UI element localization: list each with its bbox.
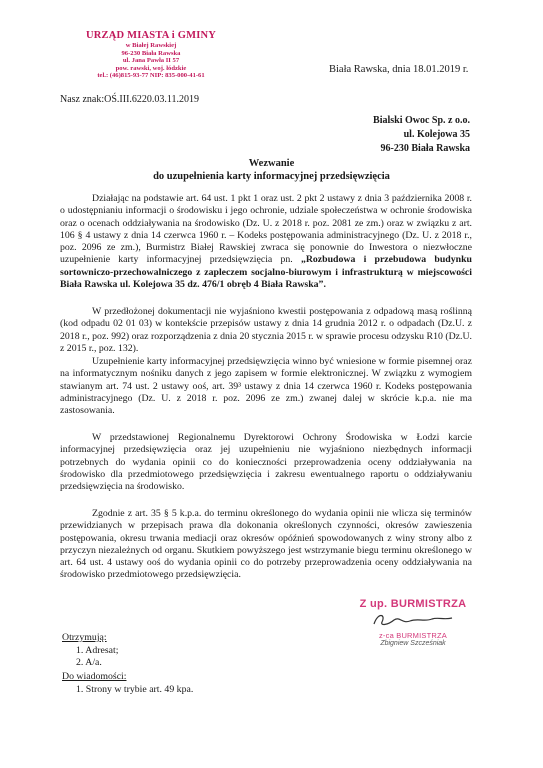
- office-stamp: [66, 30, 236, 80]
- recipients-list: [62, 632, 118, 670]
- recipient-address: [373, 114, 470, 156]
- cc-list: [62, 671, 193, 696]
- paragraph-3: [60, 356, 472, 417]
- recipients-label: Otrzymują:: [62, 632, 107, 643]
- cc-label: Do wiadomości:: [62, 671, 127, 682]
- paragraph-5-text: Zgodnie z art. 35 § 5 k.p.a. do terminu określonego do wydania opinii nie wlicza się terminów przewidzianych w przepisach prawa dla dokonania określonych czynności, okresów zawieszenia postępowania, okresu trwania mediacji oraz okresów opóźnień spowodowanych z winy strony albo z przyczyn niezależnych od organu. Skutkiem powyższego jest wstrzymanie biegu terminu określonego w art. 64 ust. 4 ustawy ooś do wydania opinii co do potrzeby przeprowadzenia oceny oddziaływania na środowisko przedmiotowego przedsięwzięcia.: [60, 508, 472, 581]
- document-subtitle: do uzupełnienia karty informacyjnej przedsięwzięcia: [153, 171, 390, 182]
- signature-role: z-ca BURMISTRZA: [378, 631, 447, 640]
- recipient-line: Bialski Owoc Sp. z o.o.: [373, 115, 470, 126]
- project-name: „Rozbudowa i przebudowa budynku sortowniczo-przechowalniczego z zapleczem socjalno-biurowym i infrastrukturą w miejscowości Biała Rawska ul. Kolejowa 35 dz. 476/1 obręb 4 Biała Rawska”.: [60, 254, 472, 291]
- list-item: 1. Adresat;: [76, 644, 119, 656]
- stamp-line: ul. Jana Pawła II 57: [122, 57, 180, 65]
- paragraph-5: [60, 508, 472, 582]
- paragraph-4-text: W przedstawionej Regionalnemu Dyrektorowi Ochrony Środowiska w Łodzi karcie informacyjnej przedsięwzięcia oraz jej uzupełnieniu nie wyjaśniono niezbędnych informacji potrzebnych do wydania opinii co do konieczności przeprowadzenia oceny oddziaływania na środowisko dla przedmiotowego przedsięwzięcia i zakresu ewentualnego raportu o oddziaływaniu przedsięwzięcia na środowisko.: [60, 432, 472, 493]
- document-date: Biała Rawska, dnia 18.01.2019 r.: [329, 64, 469, 75]
- paragraph-2-text: W przedłożonej dokumentacji nie wyjaśniono kwestii postępowania z odpadową masą roślinną (kod odpadu 02 01 03) w kontekście przepisów ustawy z dnia 14 grudnia 2012 r. o odpadach (Dz.U. z 2018 r., poz. 992) oraz rozporządzenia z dnia 20 stycznia 2015 r. w sprawie procesu odzysku R10 (Dz.U. z 2015 r., poz. 132).: [60, 306, 472, 354]
- list-item: 1. Strony w trybie art. 49 kpa.: [76, 683, 194, 695]
- reference-number: Nasz znak:OŚ.III.6220.03.11.2019: [60, 94, 200, 105]
- paragraph-1: [60, 193, 472, 291]
- stamp-line: pow. rawski, woj. łódzkie: [115, 64, 187, 72]
- handwritten-signature: [368, 610, 458, 630]
- paragraph-4: [60, 432, 472, 493]
- signature-stamp: [348, 598, 478, 647]
- paragraph-2: [60, 306, 472, 355]
- stamp-title: URZĄD MIASTA i GMINY: [85, 30, 217, 41]
- stamp-line: 96-230 Biała Rawska: [121, 49, 181, 57]
- paragraph-3-text: Uzupełnienie karty informacyjnej przedsięwzięcia winno być wniesione w formie pisemnej oraz na informatycznym nośniku danych z jego zapisem w formie elektronicznej. W związku z wymogiem stawianym art. 74 ust. 2 ustawy ooś, art. 39³ ustawy z dnia 14 czerwca 1960 r. Kodeks postępowania administracyjnego (Dz. U. z 2018 r. poz. 2096 ze zm.) zwanej dalej w skrócie k.p.a. nie ma zastosowania.: [60, 356, 472, 417]
- signatory-name: Zbigniew Szcześniak: [380, 640, 446, 647]
- document-title: Wezwanie: [248, 158, 295, 169]
- signature-title: Z up. BURMISTRZA: [359, 598, 467, 610]
- paragraph-1-text: Działając na podstawie art. 64 ust. 1 pkt 1 oraz ust. 2 pkt 2 ustawy z dnia 3 października 2008 r. o udostępnianiu informacji o środowisku i jego ochronie, udziale społeczeństwa w ochronie środowiska oraz o ocenach oddziaływania na środowisko (Dz. U. z 2018 r. poz. 2081 ze zm.) oraz w związku z art. 106 § 4 ustawy z dnia 14 czerwca 1960 r. – Kodeks postępowania administracyjnego (Dz. U. z 2018 r., poz. 2096 ze zm.), Burmistrz Białej Rawskiej zwraca się ponownie do Inwestora o niezwłoczne uzupełnienie karty informacyjnej przedsięwzięcia pn.: [60, 193, 472, 266]
- list-item: 2. A/a.: [76, 657, 102, 668]
- stamp-line: tel.: (46)815-93-77 NIP: 835-000-41-61: [97, 72, 205, 80]
- recipient-line: 96-230 Biała Rawska: [380, 143, 470, 154]
- stamp-line: w Białej Rawskiej: [125, 42, 177, 49]
- recipient-line: ul. Kolejowa 35: [403, 129, 470, 140]
